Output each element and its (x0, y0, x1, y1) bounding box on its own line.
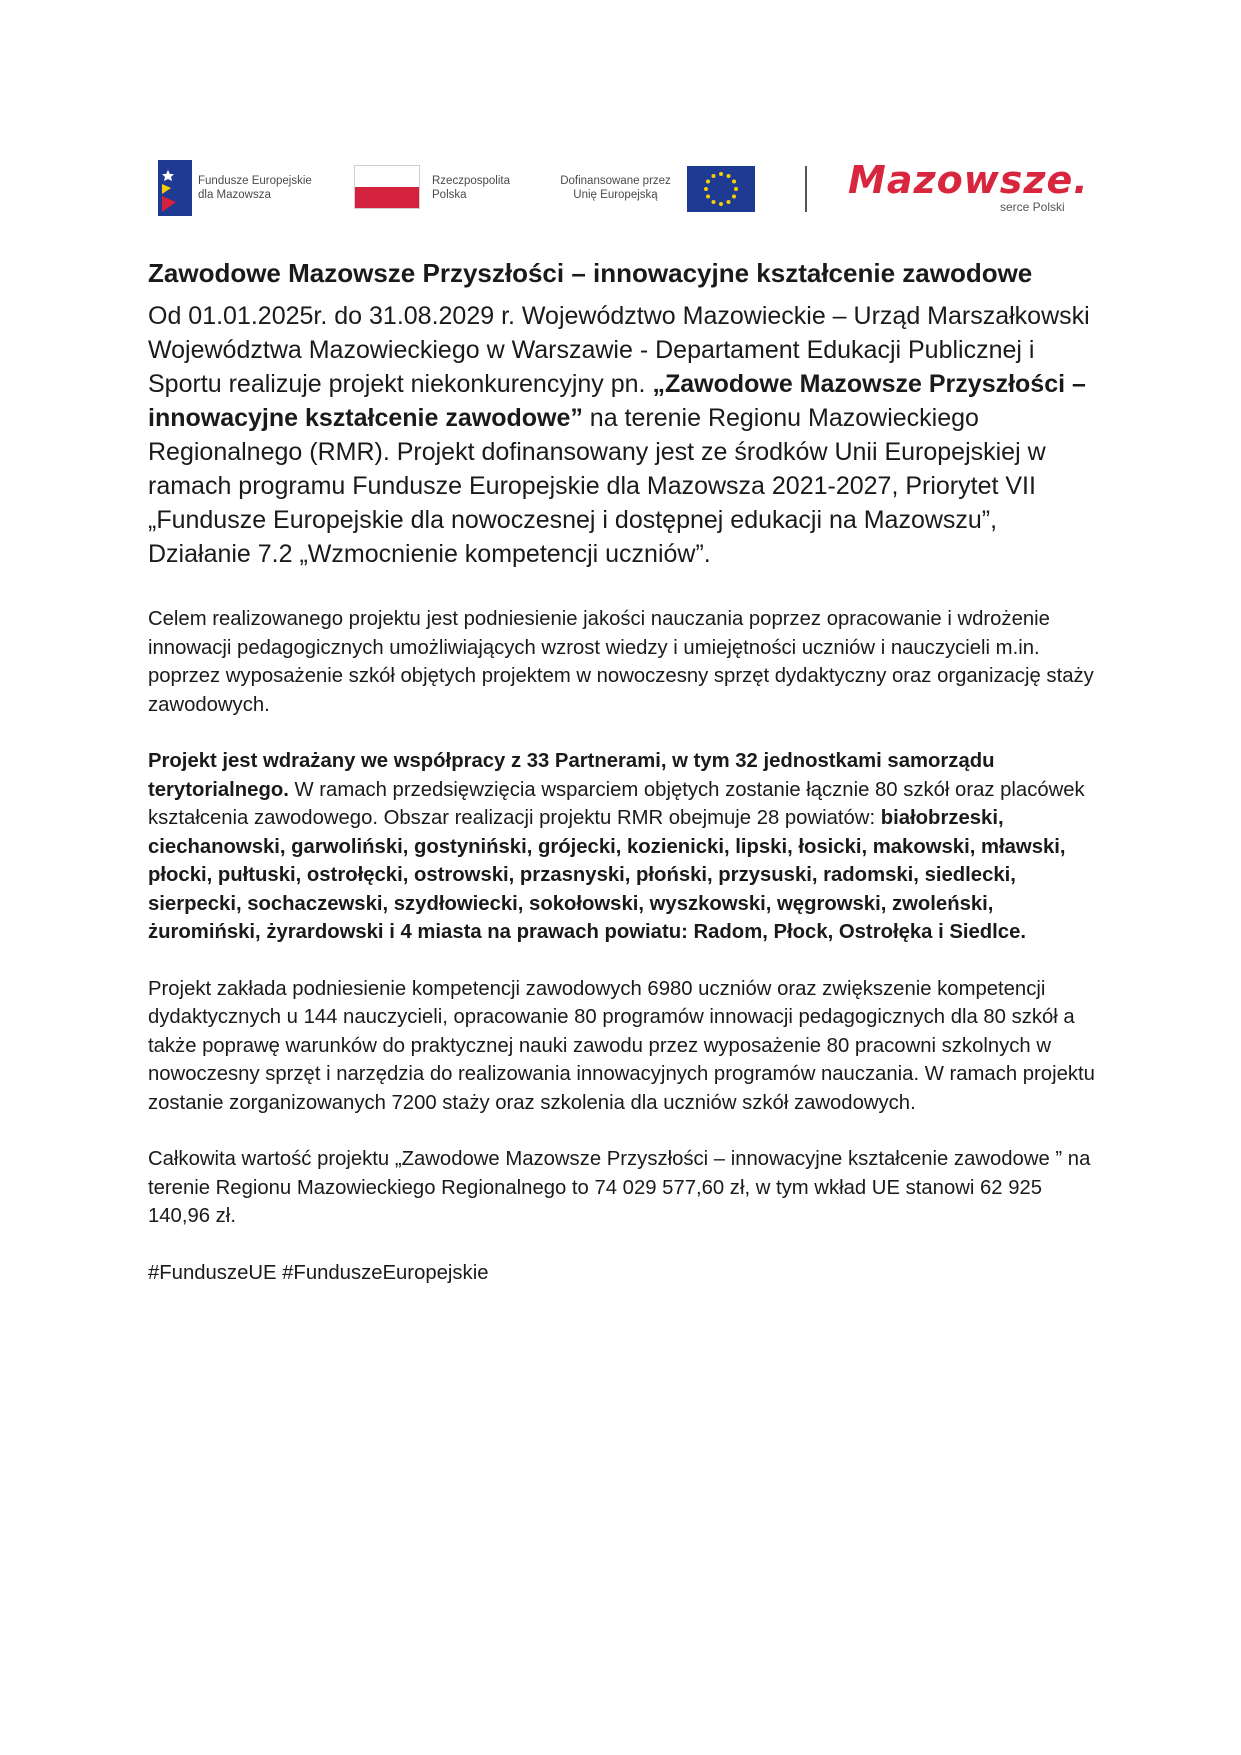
ue-line-1: Dofinansowane przez (560, 175, 671, 187)
rp-logo-text (432, 174, 510, 202)
intro-text-1: Od 01.01.2025r. do 31.08.2029 r. Województwo Mazowieckie – Urząd Marszałkowski Województwa Mazowieckiego w Warszawie - Departament Edukacji Publicznej i Sportu realizuje projekt niekonkurencyjny pn. (148, 302, 1090, 398)
fe-line-1: Fundusze Europejskie (198, 175, 312, 187)
fe-logo-text (198, 174, 312, 202)
partners-counties-list: białobrzeski, ciechanowski, garwoliński, gostyniński, grójecki, kozienicki, lipski, łosicki, makowski, mławski, płocki, pułtuski, ostrołęcki, ostrowski, przasnyski, płoński, przysuski, radomski, siedlecki, sierpecki, sochaczewski, szydłowiecki, sokołowski, wyszkowski, węgrowski, zwoleński, żuromiński, żyrardowski i 4 miasta na prawach powiatu: Radom, Płock, Ostrołęka i Siedlce. (148, 807, 1066, 943)
document-title: Zawodowe Mazowsze Przyszłości – innowacyjne kształcenie zawodowe (148, 258, 1033, 288)
rp-line-1: Rzeczpospolita (432, 175, 510, 187)
document-body (148, 256, 1098, 1287)
intro-paragraph (148, 299, 1098, 571)
polish-flag-icon (354, 165, 420, 209)
fe-emblem-icon (158, 160, 192, 216)
fe-line-2: dla Mazowsza (198, 189, 271, 201)
eu-cofinanced-logo (553, 158, 768, 220)
mazowsze-tagline: serce Polski (1000, 200, 1065, 214)
fundusze-europejskie-logo (158, 158, 348, 220)
mazowsze-wordmark: Mazowsze. (848, 158, 1089, 202)
partners-bold-1: Projekt jest wdrażany we współpracy z 33 Partnerami, w tym 32 jednostkami samorządu terytorialnego. (148, 750, 995, 801)
ue-line-2: Unię Europejską (573, 189, 658, 201)
hashtags: #FunduszeUE #FunduszeEuropejskie (148, 1261, 489, 1284)
intro-text-2: na terenie Regionu Mazowieckiego Regionalnego (RMR). Projekt dofinansowany jest ze środków Unii Europejskiej w ramach programu Fundusze Europejskie dla Mazowsza 2021-2027, Priorytet VII „Fundusze Europejskie dla nowoczesnej i dostępnej edukacji na Mazowszu”, Działanie 7.2 „Wzmocnienie kompetencji uczniów”. (148, 404, 1046, 568)
eu-flag-icon (687, 166, 755, 212)
logo-bar (158, 158, 1088, 220)
mazowsze-logo (848, 158, 1088, 220)
partners-paragraph (148, 747, 1098, 947)
outcomes-paragraph: Projekt zakłada podniesienie kompetencji zawodowych 6980 uczniów oraz zwiększenie kompetencji dydaktycznych u 144 nauczycieli, opracowanie 80 programów innowacji pedagogicznych dla 80 szkół a także poprawę warunków do praktycznej nauki zawodu przez wyposażenie 80 pracowni szkolnych w nowoczesny sprzęt i narzędzia do realizowania innowacyjnych programów nauczania. W ramach projektu zostanie zorganizowanych 7200 staży oraz szkolenia dla uczniów szkół zawodowych. (148, 977, 1095, 1114)
intro-project-name: „Zawodowe Mazowsze Przyszłości – innowacyjne kształcenie zawodowe” (148, 370, 1086, 432)
partners-text-1: W ramach przedsięwzięcia wsparciem objętych zostanie łącznie 80 szkół oraz placówek kształcenia zawodowego. Obszar realizacji projektu RMR obejmuje 28 powiatów: (148, 778, 1085, 829)
value-paragraph: Całkowita wartość projektu „Zawodowe Mazowsze Przyszłości – innowacyjne kształcenie zawodowe ” na terenie Regionu Mazowieckiego Regionalnego to 74 029 577,60 zł, w tym wkład UE stanowi 62 925 140,96 zł. (148, 1148, 1091, 1227)
rp-line-2: Polska (432, 189, 467, 201)
logo-divider (805, 166, 807, 212)
rzeczpospolita-logo (354, 158, 524, 220)
goal-paragraph: Celem realizowanego projektu jest podniesienie jakości nauczania poprzez opracowanie i wdrożenie innowacji pedagogicznych umożliwiających wzrost wiedzy i umiejętności uczniów i nauczycieli m.in. poprzez wyposażenie szkół objętych projektem w nowoczesny sprzęt dydaktyczny oraz organizację staży zawodowych. (148, 608, 1094, 716)
ue-logo-text (553, 174, 678, 202)
